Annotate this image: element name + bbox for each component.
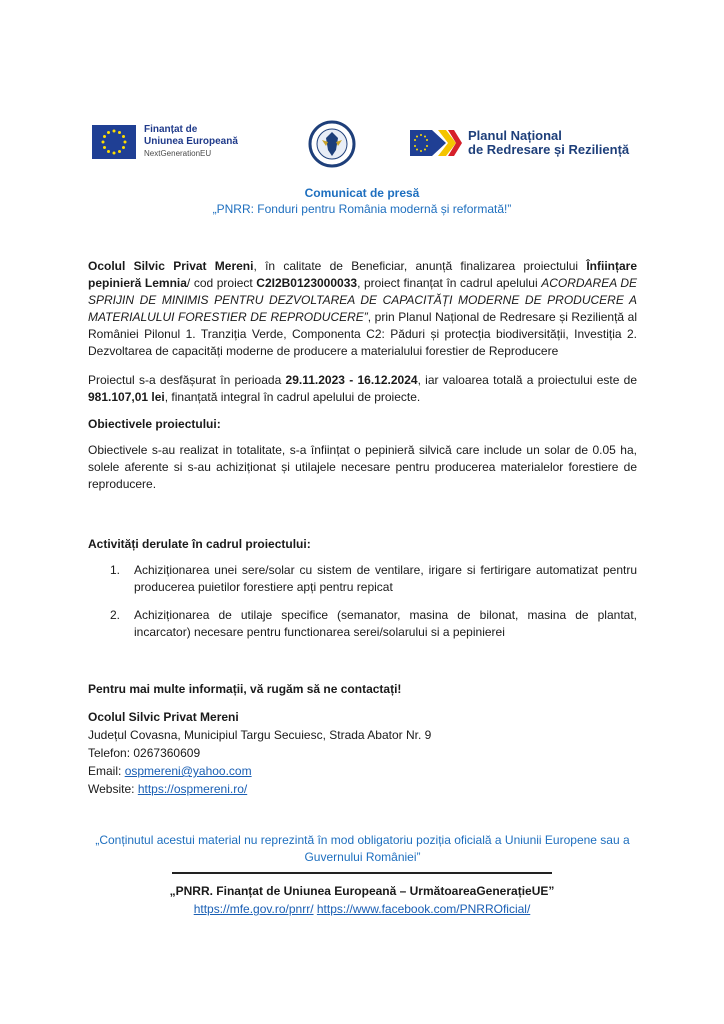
pnrr-logo [410, 126, 629, 160]
objectives-text: Obiectivele s-au realizat in totalitate, s-a înființat o pepinieră silvică care include un solar de 0.05 ha, solele aferente si s-au achiziționat și utilajele necesare pentru producerea materialelor forestiere de reproducere. [88, 443, 637, 491]
project-value: 981.107,01 lei [88, 390, 165, 404]
list-item-number: 2. [109, 608, 120, 622]
list-item [88, 607, 637, 641]
mfe-pnrr-link[interactable]: https://mfe.gov.ro/pnrr/ [193, 902, 314, 916]
call-name: ACORDAREA DE SPRIJIN DE MINIMIS PENTRU DEZVOLTAREA DE CAPACITĂȚI MODERNE DE PRODUCERE A MATERIALULUI FORESTIER DE REPRODUCERE” [88, 276, 637, 324]
eu-logo-line3: NextGenerationEU [144, 149, 212, 158]
eu-logo-line2: Uniunea Europeană [144, 136, 238, 147]
intro-text-4: , prin Planul Național de Redresare și Reziliență al României Pilonul 1. Tranziția Verde, Componenta C2: Păduri și protecția biodiversității, Investiția 2. Dezvoltarea de capacități moderne de producere a materialului forestier de Reproducere [88, 310, 637, 358]
activities-title: Activități derulate în cadrul proiectului: [88, 537, 311, 551]
footer-links [0, 902, 724, 916]
project-name: Înființare pepinieră Lemnia [88, 259, 637, 290]
contact-website-row [88, 780, 431, 798]
period-paragraph [88, 372, 637, 406]
period-text-2: , iar valoarea totală a proiectului este de [417, 373, 638, 387]
pnrr-flag-icon [410, 126, 462, 160]
footer-slogan: „PNRR. Finanțat de Uniunea Europeană – UrmătoareaGenerațieUE” [169, 884, 555, 898]
activities-list [88, 562, 637, 641]
pnrr-logo-line2: de Redresare și Reziliență [468, 142, 630, 157]
period-text-1: Proiectul s-a desfășurat în perioada [88, 373, 286, 387]
press-release-title: Comunicat de presă [304, 186, 420, 200]
period-text-3: , finanțată integral în cadrul apelului de proiecte. [164, 390, 421, 404]
email-label: Email: [88, 764, 125, 778]
intro-text-2: / cod proiect [186, 276, 257, 290]
website-link[interactable]: https://ospmereni.ro/ [137, 782, 248, 796]
list-item-text: Achiziționarea de utilaje specifice (semanator, masina de bilonat, masina de plantat, incarcator) necesare pentru functionarea serei/solarului si a pepinierei [134, 608, 637, 639]
eu-funding-logo [92, 124, 238, 160]
list-item-text: Achiziționarea unei sere/solar cu sistem de ventilare, irigare si fertirigare automatizat pentru producerea puietilor forestiere apți pentru repicat [134, 563, 637, 594]
logo-row [0, 118, 724, 170]
project-dates: 29.11.2023 - 16.12.2024 [285, 373, 418, 387]
project-code: C2I2B0123000033 [256, 276, 358, 290]
phone-label: Telefon: [88, 746, 134, 760]
contact-org: Ocolul Silvic Privat Mereni [88, 710, 239, 724]
objectives-title: Obiectivele proiectului: [88, 417, 221, 431]
footer-divider [172, 872, 552, 874]
eu-logo-line1: Finanțat de [144, 124, 198, 135]
contact-phone-row [88, 744, 431, 762]
email-link[interactable]: ospmereni@yahoo.com [124, 764, 252, 778]
contact-address: Județul Covasna, Municipiul Targu Secuiesc, Strada Abator Nr. 9 [88, 728, 432, 742]
press-release-subtitle: „PNRR: Fonduri pentru România modernă și reformată!” [212, 202, 512, 216]
eu-flag-icon [92, 125, 136, 159]
disclaimer-text: „Conținutul acestui material nu reprezintă în mod obligatoriu poziția oficială a Uniunii Europene sau a Guvernului României” [95, 833, 630, 864]
intro-text-3: , proiect finanțat în cadrul apelului [357, 276, 542, 290]
contact-cta: Pentru mai multe informații, vă rugăm să ne contactați! [88, 682, 402, 696]
contact-email-row [88, 762, 431, 780]
romanian-government-logo [308, 118, 356, 170]
contact-block [88, 708, 431, 798]
beneficiary-name: Ocolul Silvic Privat Mereni [88, 259, 254, 273]
list-item-number: 1. [109, 563, 120, 577]
facebook-pnrr-link[interactable]: https://www.facebook.com/PNRROficial/ [316, 902, 531, 916]
phone-value: 0267360609 [133, 746, 201, 760]
website-label: Website: [88, 782, 138, 796]
intro-paragraph [88, 258, 637, 360]
intro-text-1: , în calitate de Beneficiar, anunță finalizarea proiectului [253, 259, 587, 273]
list-item [88, 562, 637, 596]
pnrr-logo-line1: Planul Național [468, 128, 562, 143]
